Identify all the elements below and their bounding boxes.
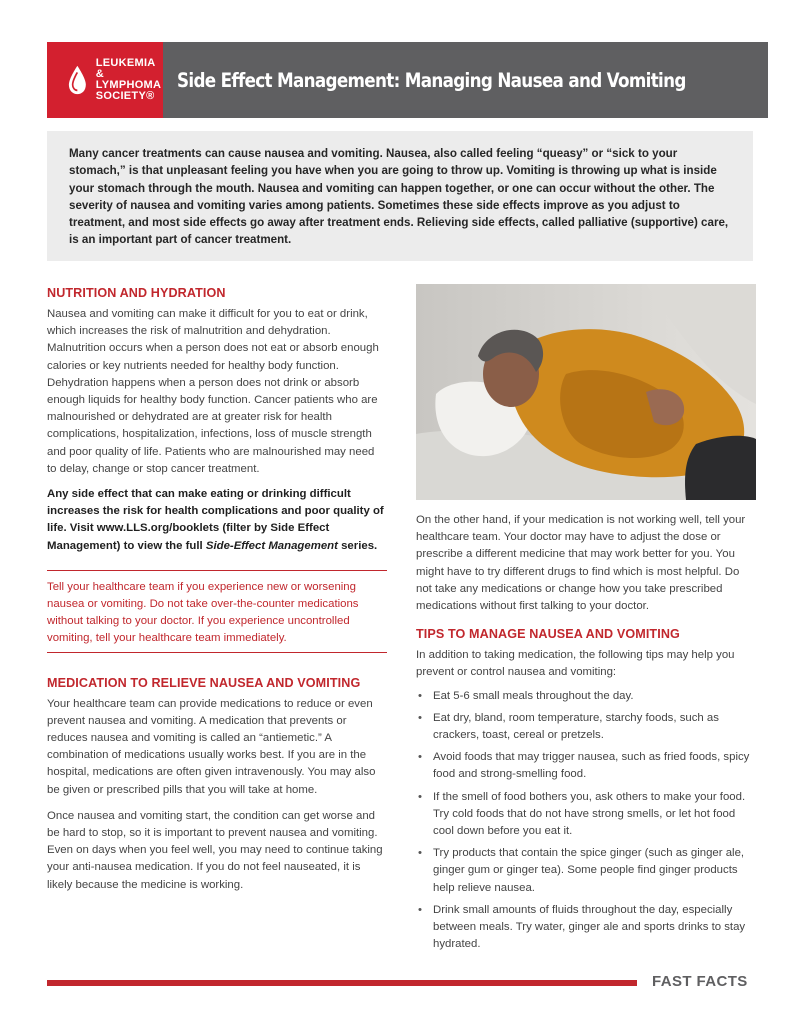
footer-rule	[47, 980, 637, 986]
footer-label: FAST FACTS	[652, 973, 748, 990]
tip-item: • Drink small amounts of fluids throughout the day, especially between meals. Try water, ginger ale and sports drinks to stay hydrated.	[416, 902, 756, 954]
tip-item: • Eat dry, bland, room temperature, starchy foods, such as crackers, toast, cereal or pretzels.	[416, 710, 756, 744]
tips-heading: TIPS TO MANAGE NAUSEA AND VOMITING	[416, 627, 680, 642]
nutrition-body: Nausea and vomiting can make it difficult for you to eat or drink, which increases the risk of malnutrition and dehydration. Malnutrition occurs when a person does not eat or absorb enough calories or key nutrients needed for healthy body function. Dehydration happens when a person does not drink or absorb enough liquids for healthy body function. Cancer patients who are malnourished or dehydrated are at greater risk for health complications, hospitalization, infections, loss of muscle strength and poor quality of life. Patients who are malnourished may need to delay, change or stop cancer treatment.	[47, 308, 379, 475]
medication-heading: MEDICATION TO RELIEVE NAUSEA AND VOMITING	[47, 675, 361, 690]
lls-logo[interactable]	[47, 42, 163, 118]
tip-item: • Try products that contain the spice ginger (such as ginger ale, ginger gum or ginger tea). Some people find ginger products help relieve nausea.	[416, 845, 756, 897]
page-title: Side Effect Management: Managing Nausea and Vomiting	[176, 68, 686, 92]
patient-photo	[416, 284, 756, 500]
medication-para-2: Once nausea and vomiting start, the condition can get worse and be hard to stop, so it is important to prevent nausea and vomiting. Even on days when you feel well, you may need to continue taking your anti-nausea medication. If you do not feel nauseated, it is likely because the medicine is working.	[47, 809, 383, 891]
logo-line-3: SOCIETY®	[95, 90, 155, 102]
nutrition-bold-note	[47, 486, 387, 555]
tip-item: • If the smell of food bothers you, ask others to make your food. Try cold foods that do not have strong smells, or let hot food cool down before you eat it.	[416, 789, 756, 841]
bold-note-series: Side-Effect Management	[205, 539, 338, 552]
logo-text	[96, 58, 163, 102]
callout-text: Tell your healthcare team if you experience new or worsening nausea or vomiting. Do not take over-the-counter medications without talking to your doctor. If you experience uncontrolled vomiting, tell your healthcare team immediately.	[47, 580, 359, 645]
nutrition-heading: NUTRITION AND HYDRATION	[47, 286, 226, 300]
medication-followup: On the other hand, if your medication is not working well, tell your healthcare team. Your doctor may have to adjust the dose or prescribe a different medicine that may work better for you. You might have to try different drugs to find which is most helpful. Do not take any medications or change how you take prescribed medications without first talking to your doctor.	[416, 514, 746, 613]
page-header	[47, 42, 753, 118]
left-column	[47, 286, 387, 894]
logo-line-2: LYMPHOMA	[95, 79, 162, 91]
tips-list	[416, 688, 756, 954]
intro-text: Many cancer treatments can cause nausea and vomiting. Nausea, also called feeling “queasy” or “sick to your stomach,” is that unpleasant feeling you have when you are going to throw up. Vomiting is throwing up what is inside your stomach through the mouth. Nausea and vomiting can happen together, or one can occur without the other. The severity of nausea and vomiting varies among patients. Sometimes these side effects improve as you adjust to treatment, and most side effects go away after treatment ends. Relieving side effects, called palliative (supportive) care, is an important part of cancer treatment.	[69, 147, 729, 247]
logo-line-1: LEUKEMIA &	[95, 57, 156, 80]
right-column	[416, 284, 756, 958]
medication-para-1: Your healthcare team can provide medications to reduce or even prevent nausea and vomiting. A medication that prevents or reduces nausea and vomiting is called an “antiemetic.” A combination of medications usually works best. If you are in the hospital, medications are often given intravenously. You may also be given or prescribed pills that you will take at home.	[47, 697, 376, 796]
bold-note-text: Any side effect that can make eating or drinking difficult increases the risk for health complications and poor quality of life. Visit www.LLS.org/booklets (filter by Side Effect Management) to view the full	[47, 488, 384, 552]
title-banner	[163, 42, 768, 118]
warning-callout	[47, 570, 387, 653]
tip-item: • Avoid foods that may trigger nausea, such as fried foods, spicy food and strong-smelling food.	[416, 749, 756, 783]
tips-intro: In addition to taking medication, the following tips may help you prevent or control nausea and vomiting:	[416, 649, 735, 679]
tip-item: • Eat 5-6 small meals throughout the day.	[416, 688, 756, 705]
blood-drop-icon	[67, 64, 88, 96]
intro-box	[47, 131, 753, 261]
bold-note-end: series.	[337, 539, 378, 552]
